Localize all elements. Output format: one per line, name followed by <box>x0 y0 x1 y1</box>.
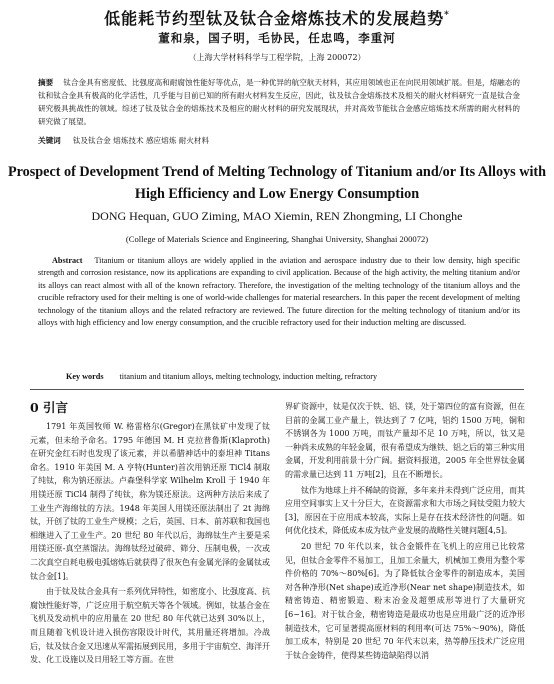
body-paragraph: 20 世纪 70 年代以来，钛合金锻件在飞机上的应用已比较常见，但钛合金零件不易加工，且加工余量大，机械加工费用为整个零件价格的 70%～80%[6]。为了降低钛合金零件的制造成本，美国对各种净形(Net shape)或近净形(Near net shape)制造技术，如精密铸造、精密锻造、粉末冶金及超塑成形等进行了大量研究[6~16]。对于钛合金，精密铸造是最成功也是应用最广泛的近净形制造技术，它可显著提高原材料的利用率(可达 75%～90%)，降低加工成本，特别是 20 世纪 70 年代末以来，热等静压技术广泛应用于钛合金铸件，使得某些铸造缺陷得以消 <box>285 541 525 660</box>
body-paragraph: 1791 年英国牧师 W. 格雷格尔(Gregor)在黑钛矿中发现了钛元素，但未给予命名。1795 年德国 M. H 克拉普鲁斯(Klaproth)在研究金红石时也发现了该元素，并以希腊神话中的泰坦神 Titans 命名。1910 年美国 M. A 亨特(Hunter)首次用钠还原 TiCl4 制取了纯钛，称为钠还原法。卢森堡科学家 Wilhelm Kroll 于 1940 年用镁还原 TiCl4 制得了纯钛，称为镁还原法。这两种方法后来成了工业生产海绵钛的方法。1948 年美国人用镁还原法制出了 2t 海绵钛，开创了钛的工业生产规模；之后，英国、日本、前苏联和我国也相继进入了工业生产。20 世纪 80 年代以后，海绵钛生产主要是采用镁还原-真空蒸馏法。海绵钛经过破碎、筛分、压制电极，一次或二次真空自耗电极电弧熔炼后就获得了很灰色有金属光泽的金属钛或钛合金[1]。 <box>30 422 270 581</box>
chinese-authors: 董和泉，国子明，毛协民，任忠鸣，李重河 <box>158 31 396 45</box>
chinese-abstract <box>38 76 520 128</box>
title-footnote-mark: * <box>444 10 450 21</box>
body-paragraph: 界矿资源中，钛是仅次于铁、铝、镁，处于第四位的富有资源，但在目前的金属工业产量上，铁达到了 7 亿吨，铝约 1500 万吨，铜和不锈钢各为 1000 万吨，而钛产量却不足 10 万吨，所以，钛又是一种尚未成熟的年轻金属，很有希望成为继铁、铝之后的第三种实用金属，开发利用前景十分广阔。据资料报道，2005 年全世界钛金属的需求量已达到 11 万吨[2]，且在不断增长。 <box>285 402 525 479</box>
body-paragraph: 由于钛及钛合金具有一系列优异特性，如密度小、比强度高、抗腐蚀性能好等，广泛应用于航空航天等各个领域。例如，钛基合金在飞机及发动机中的应用量在 20 世纪 80 年代就已达到 30%以上，而且随着飞机设计进入损伤容限设计时代，其用量还将增加。冷战后，钛及钛合金又迅速从军需拓展到民用，多用于宇宙航空、海洋开发、化工设施以及日用轻工等方面。在世 <box>30 587 270 665</box>
chinese-title: 低能耗节约型钛及钛合金熔炼技术的发展趋势* <box>104 9 450 28</box>
english-title: Prospect of Development Trend of Melting Technology of Titanium and/or Its Alloys with High Efficiency and Low Energy Consumption <box>7 164 547 202</box>
english-authors: DONG Hequan, GUO Ziming, MAO Xiemin, REN Zhongming, LI Chonghe <box>91 209 463 223</box>
english-keywords-label: Key words <box>66 372 104 381</box>
section-divider <box>30 389 524 390</box>
english-keywords-text: titanium and titanium alloys, melting technology, induction melting, refractory <box>119 372 378 381</box>
chinese-keywords-label: 关键词 <box>38 136 61 145</box>
english-abstract <box>38 255 520 329</box>
english-keywords <box>38 372 520 381</box>
right-column <box>285 400 525 684</box>
chinese-abstract-text: 钛合金具有密度低、比强度高和耐腐蚀性能好等优点，是一种优异的航空航天材料，其应用领域也正在向民用领域扩展。但是，熔融态的钛和钛合金具有极高的化学活性，几乎能与目前已知的所有耐火材料发生反应，因此，钛及钛合金熔炼技术及相关的耐火材料研究一直是钛合金研究极具挑战性的领域。综述了钛及钛合金的熔炼技术及相应的耐火材料的研究发展现状，并对高效节能钛合金感应熔炼技术所需的耐火材料的研究做了展望。 <box>38 78 521 126</box>
english-abstract-text: Titanium or titanium alloys are widely applied in the aviation and aerospace industry due to their low density, high specific strength and corrosion resistance, now its applications are expanding to civil application. Because of the high activity, the melting titanium and/or its alloys can react almost with all of the known refractory. Therefore, the investigation of the melting technology of the titanium alloys and the crucible refractory used for their melting is one of world-wide challenges for material researchers. In this paper the recent development of melting technology of the titanium alloys and the related refractory are reviewed. The future direction for the melting technology of titanium and/or its alloys with high efficiency and low energy consumption, and the crucible refractory used for their induction melting are discussed. <box>38 256 520 328</box>
english-affiliation: (College of Materials Science and Engineering, Shanghai University, Shanghai 200072) <box>125 234 429 244</box>
left-column <box>30 420 270 684</box>
chinese-abstract-label: 摘要 <box>38 78 54 87</box>
body-paragraph: 钛作为地球上并不稀缺的资源，多年来并未得到广泛应用，而其应用空间事实上又十分巨大，在资源需求和大市场之间钛受阻力较大[3]，原因在于应用成本较高，实际上是存在技术经济性的问题。如何优化技术，降低成本成为钛产业发展的战略性关键问题[4,5]。 <box>285 485 525 536</box>
chinese-keywords <box>38 135 520 147</box>
chinese-affiliation: （上海大学材料科学与工程学院，上海 200072） <box>188 53 366 62</box>
section-heading: 0 引言 <box>30 400 69 415</box>
english-abstract-label: Abstract <box>52 256 83 265</box>
chinese-keywords-text: 钛及钛合金 熔炼技术 感应熔炼 耐火材料 <box>72 136 210 145</box>
